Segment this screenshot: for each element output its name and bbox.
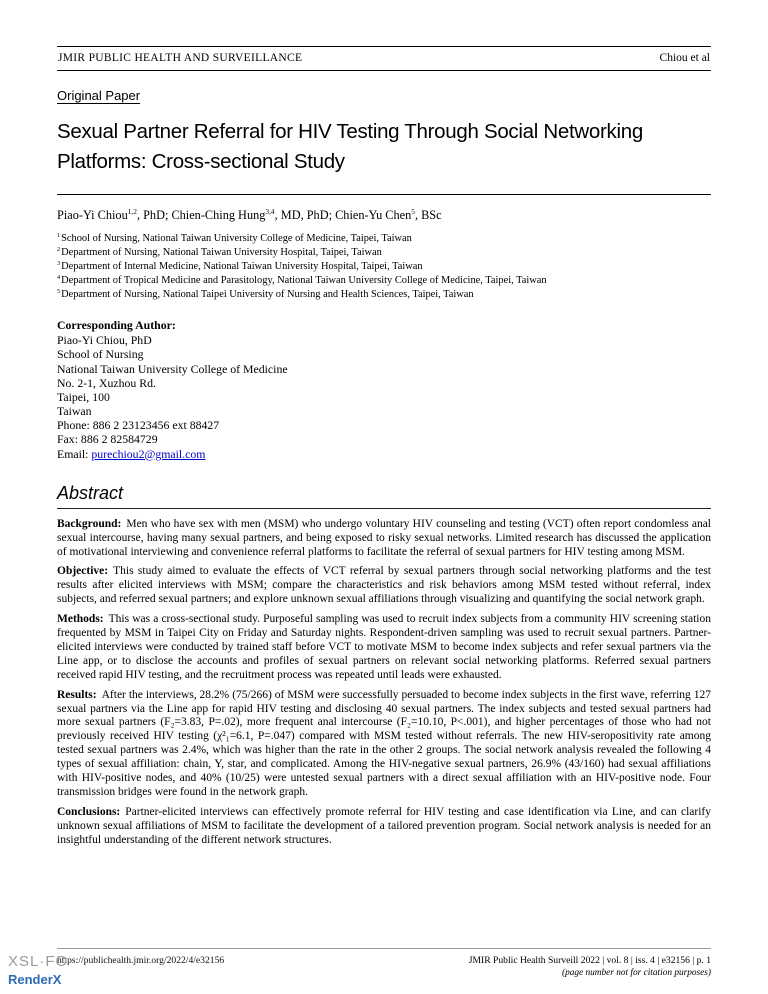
corresponding-line: National Taiwan University College of Medicine <box>57 361 288 376</box>
renderx-logo-text: RenderX <box>8 972 62 987</box>
paper-title: Sexual Partner Referral for HIV Testing Through Social Networking Platforms: Cross-sectional Study <box>57 120 643 173</box>
article-type-row <box>57 71 711 105</box>
author-name: Chien-Ching Hung <box>171 208 266 223</box>
corresponding-author-label: Corresponding Author: <box>57 318 176 333</box>
section-label: Background: <box>57 517 122 530</box>
abstract-section-background <box>57 518 711 560</box>
section-text: Partner-elicited interviews can effectively promote referral for HIV testing and case identification via Line, and can clarify unknown sexual affiliations of MSM to facilitate the development of a tailored prevention program. Social network analysis is needed for an insightful understanding of the different network structures. <box>57 805 711 846</box>
footer-row <box>57 955 711 978</box>
corresponding-email-row <box>57 447 711 461</box>
affiliation-item <box>57 288 711 302</box>
affiliation-number: 5 <box>57 287 61 295</box>
abstract-section-results <box>57 689 711 800</box>
abstract-section-conclusions <box>57 806 711 848</box>
abstract-body <box>57 518 711 848</box>
journal-name: JMIR PUBLIC HEALTH AND SURVEILLANCE <box>58 52 303 64</box>
affiliation-item <box>57 260 711 274</box>
author-degrees: , PhD; <box>136 208 172 223</box>
corresponding-line: No. 2-1, Xuzhou Rd. <box>57 375 156 390</box>
affiliation-text: Department of Nursing, National Taipei University of Nursing and Health Sciences, Taipei, Taiwan <box>61 289 474 301</box>
affiliations-list <box>57 232 711 302</box>
footer-citation-block <box>469 955 711 978</box>
author-3 <box>335 208 442 222</box>
section-label: Results: <box>57 688 97 701</box>
corresponding-line: Piao-Yi Chiou, PhD <box>57 333 152 348</box>
footer-citation-note: (page number not for citation purposes) <box>562 968 711 978</box>
section-text: After the interviews, 28.2% (75/266) of MSM were successfully persuaded to become index subjects in the first wave, referring 127 sexual partners via the Line app for rapid HIV testing and disclosing 40 sexual partners. The index subjects and tested sexual partners had more sexual partners (F₂=3.83, P=.02), more frequent anal intercourse (F₂=10.10, P<.001), and higher percentages of those who had not previously received HIV testing (χ²₁=6.1, P=.047) compared with MSM tested without referrals. The new HIV-seropositivity rate among tested sexual partners was 2.4%, which was higher than the rate in the other 2 groups. The social network analysis revealed the following 4 types of sexual affiliation: chain, Y, star, and complicated. Among the HIV-negative sexual partners, 26.9% (43/160) had sexual affiliations with HIV-positive nodes, and 40% (10/25) were untested sexual partners with a direct sexual affiliation with an HIV-positive node. Four transmission bridges were found in the network graph. <box>57 688 711 798</box>
affiliation-item <box>57 246 711 260</box>
affiliation-text: School of Nursing, National Taiwan University College of Medicine, Taipei, Taiwan <box>61 233 412 245</box>
affiliation-item <box>57 232 711 246</box>
corresponding-author-block <box>57 318 711 461</box>
corresponding-line: Taiwan <box>57 404 92 419</box>
author-affil-sup: 3,4 <box>265 207 275 217</box>
affiliation-text: Department of Internal Medicine, National Taiwan University Hospital, Taipei, Taiwan <box>61 261 423 273</box>
article-type-label: Original Paper <box>57 88 141 103</box>
footer-divider <box>57 948 711 949</box>
author-degrees: , BSc <box>414 208 442 223</box>
section-label: Methods: <box>57 613 104 626</box>
corresponding-phone: Phone: 886 2 23123456 ext 88427 <box>57 418 220 433</box>
affiliation-number: 4 <box>57 273 61 281</box>
page-footer <box>57 948 711 978</box>
section-text: Men who have sex with men (MSM) who undergo voluntary HIV counseling and testing (VCT) often report condomless anal sexual intercourse, having many sexual partners, and being exposed to risky sexual networks. Limited research has discussed the application of motivational interviewing and convenience referral platforms to facilitate the referral of sexual partners for HIV testing among MSM. <box>57 517 711 558</box>
abstract-section-objective <box>57 565 711 607</box>
section-text: This study aimed to evaluate the effects of VCT referral by sexual partners through social networking platforms and the test results after elicited interviews with MSM; compare the characteristics and risk behaviors among MSM tested without referral, index subjects, and referred sexual partners; and explore unknown sexual affiliations through visualizing and quantifying the social network graph. <box>57 565 711 606</box>
affiliation-number: 3 <box>57 259 61 267</box>
section-text: This was a cross-sectional study. Purposeful sampling was used to recruit index subjects from a community HIV screening station frequented by MSM in Taipei City on Friday and Saturday nights. Respondent-driven sampling was used to recruit sexual partners. Partner-elicited interviews were conducted by trained staff before VCT to motivate MSM to become index subjects and refer sexual partners via the Line app, or to disclose the accounts and profiles of sexual partners on relevant social networking platforms. Referred sexual partners received rapid HIV testing, and the recruitment process was repeated until leads were exhausted. <box>57 613 711 681</box>
author-1 <box>57 208 171 222</box>
section-label: Conclusions: <box>57 805 121 818</box>
running-head-authors: Chiou et al <box>659 52 710 64</box>
author-2 <box>171 208 335 222</box>
footer-url-link[interactable]: https://publichealth.jmir.org/2022/4/e32156 <box>57 955 225 966</box>
title-divider <box>57 194 711 195</box>
author-affil-sup: 1,2 <box>127 207 137 217</box>
affiliation-number: 1 <box>57 231 61 239</box>
author-name: Chien-Yu Chen <box>335 208 412 223</box>
section-label: Objective: <box>57 565 109 578</box>
xslfo-logo-text: XSL·FO <box>8 953 69 970</box>
corresponding-fax: Fax: 886 2 82584729 <box>57 432 158 447</box>
affiliation-text: Department of Tropical Medicine and Parasitology, National Taiwan University College of Medicine, Taipei, Taiwan <box>61 275 547 287</box>
email-label: Email: <box>57 446 92 461</box>
author-affil-sup: 5 <box>411 207 415 217</box>
abstract-heading: Abstract <box>57 482 124 503</box>
affiliation-item <box>57 274 711 288</box>
author-name: Piao-Yi Chiou <box>57 208 128 223</box>
corresponding-line: School of Nursing <box>57 347 144 362</box>
affiliation-number: 2 <box>57 245 61 253</box>
footer-citation: JMIR Public Health Surveill 2022 | vol. 8 | iss. 4 | e32156 | p. 1 <box>468 955 711 966</box>
author-degrees: , MD, PhD; <box>274 208 336 223</box>
corresponding-line: Taipei, 100 <box>57 389 110 404</box>
affiliation-text: Department of Nursing, National Taiwan University Hospital, Taipei, Taiwan <box>61 247 382 259</box>
renderx-logo[interactable] <box>8 954 68 986</box>
email-link[interactable]: purechiou2@gmail.com <box>91 446 206 461</box>
abstract-section-methods <box>57 613 711 683</box>
abstract-divider <box>57 508 711 509</box>
author-byline <box>57 208 711 223</box>
journal-header <box>57 46 711 71</box>
